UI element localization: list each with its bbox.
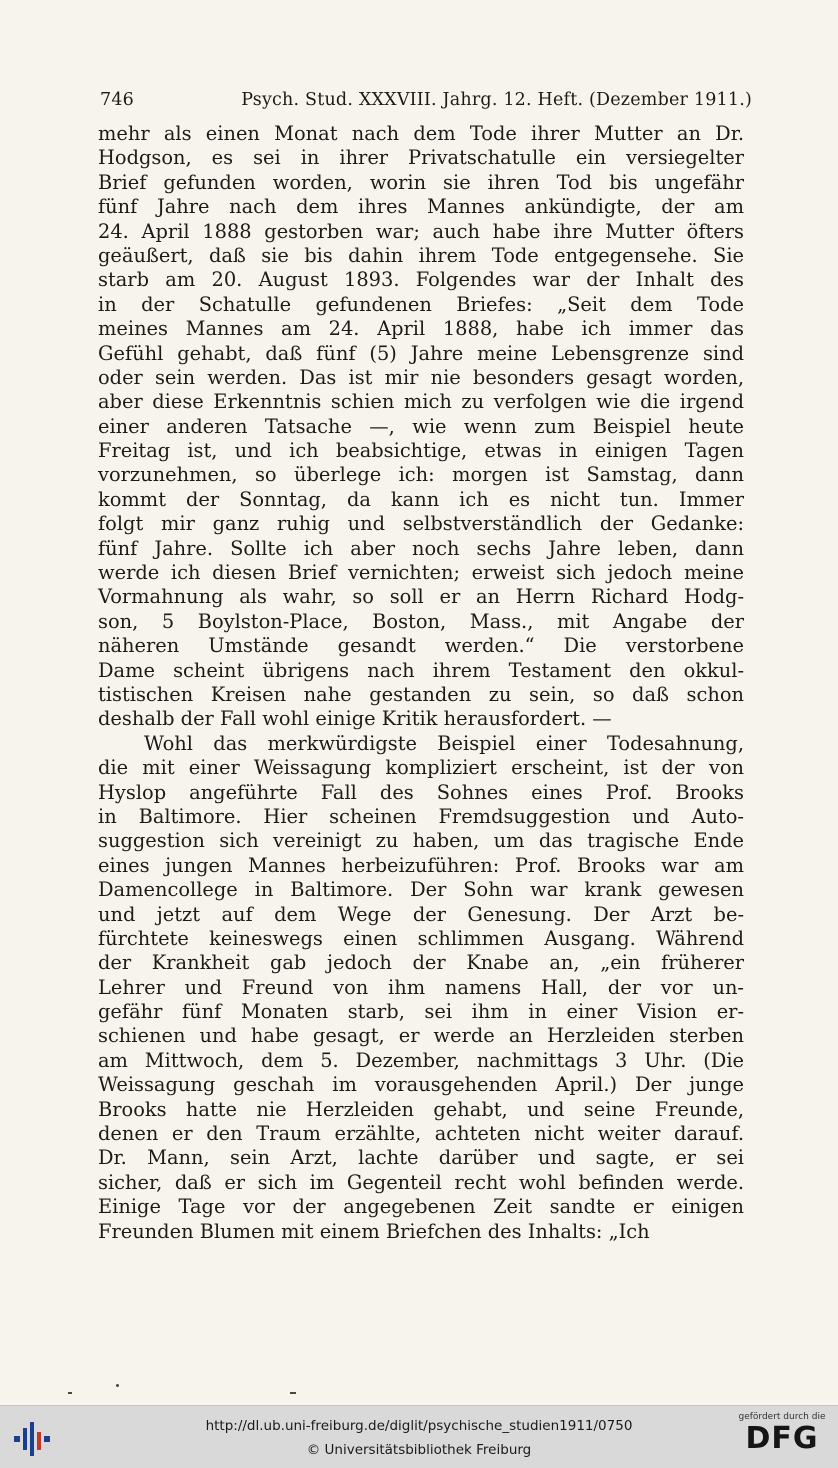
text-line: fürchtete keineswegs einen schlimmen Ausgang. Während	[98, 926, 744, 950]
text-line: 24. April 1888 gestorben war; auch habe ihre Mutter öfters	[98, 219, 744, 243]
text-line: die mit einer Weissagung kompliziert erscheint, ist der von	[98, 756, 744, 780]
scan-marks	[0, 1375, 838, 1405]
text-line: tistischen Kreisen nahe gestanden zu sein, so daß schon	[98, 682, 744, 706]
text-line: geäußert, daß sie bis dahin ihrem Tode entgegensehe. Sie	[98, 243, 744, 267]
page-number: 746	[100, 90, 135, 110]
text-line: oder sein werden. Das ist mir nie besonders gesagt worden,	[98, 365, 744, 389]
text-line: denen er den Traum erzählte, achteten nicht weiter darauf.	[98, 1122, 744, 1146]
text-line: näheren Umstände gesandt werden.“ Die verstorbene	[98, 634, 744, 658]
text-line: schienen und habe gesagt, er werde an Herzleiden sterben	[98, 1024, 744, 1048]
text-line: fünf Jahre nach dem ihres Mannes ankündigte, der am	[98, 195, 744, 219]
text-line: fünf Jahre. Sollte ich aber noch sechs Jahre leben, dann	[98, 536, 744, 560]
footer-copyright: © Universitätsbibliothek Freiburg	[306, 1442, 532, 1458]
text-line: in Baltimore. Hier scheinen Fremdsuggestion und Auto-	[98, 804, 744, 828]
text-line: Brooks hatte nie Herzleiden gehabt, und seine Freunde,	[98, 1097, 744, 1121]
text-line: werde ich diesen Brief vernichten; erweist sich jedoch meine	[98, 561, 744, 585]
footer-bar	[0, 1405, 838, 1468]
text-line: mehr als einen Monat nach dem Tode ihrer Mutter an Dr.	[98, 122, 744, 145]
text-line: vorzunehmen, so überlege ich: morgen ist Samstag, dann	[98, 463, 744, 487]
text-line: Gefühl gehabt, daß fünf (5) Jahre meine Lebensgrenze sind	[98, 341, 744, 365]
text-line: und jetzt auf dem Wege der Genesung. Der Arzt be-	[98, 902, 744, 926]
text-line: kommt der Sonntag, da kann ich es nicht tun. Immer	[98, 487, 744, 511]
text-line: Hyslop angeführte Fall des Sohnes eines Prof. Brooks	[98, 780, 744, 804]
footer-url-link[interactable]: http://dl.ub.uni-freiburg.de/diglit/psychische_studien1911/0750	[205, 1418, 633, 1434]
text-line: Lehrer und Freund von ihm namens Hall, der vor un-	[98, 975, 744, 999]
text-line: Einige Tage vor der angegebenen Zeit sandte er einigen	[98, 1195, 744, 1219]
body-text	[98, 122, 744, 1244]
text-line: Damencollege in Baltimore. Der Sohn war krank gewesen	[98, 878, 744, 902]
text-line: Dr. Mann, sein Arzt, lachte darüber und sagte, er sei	[98, 1146, 744, 1170]
text-line: Freitag ist, und ich beabsichtige, etwas in einigen Tagen	[98, 439, 744, 463]
text-line: Freunden Blumen mit einem Briefchen des Inhalts: „Ich	[98, 1219, 650, 1243]
text-line: am Mittwoch, dem 5. Dezember, nachmittags 3 Uhr. (Die	[98, 1048, 744, 1072]
text-line: starb am 20. August 1893. Folgendes war der Inhalt des	[98, 268, 744, 292]
text-line: deshalb der Fall wohl einige Kritik herausfordert. —	[98, 707, 612, 731]
running-header	[100, 90, 752, 110]
text-line: der Krankheit gab jedoch der Knabe an, „ein früherer	[98, 951, 744, 975]
dfg-caption: gefördert durch die	[738, 1412, 826, 1422]
dfg-wordmark: DFG	[745, 1421, 819, 1456]
running-title: Psych. Stud. XXXVIII. Jahrg. 12. Heft. (Dezember 1911.)	[241, 90, 752, 110]
text-line: meines Mannes am 24. April 1888, habe ich immer das	[98, 317, 744, 341]
text-line: sicher, daß er sich im Gegenteil recht wohl befinden werde.	[98, 1170, 744, 1194]
text-line: gefähr fünf Monaten starb, sei ihm in einer Vision er-	[98, 1000, 744, 1024]
text-line: Wohl das merkwürdigste Beispiel einer Todesahnung,	[144, 731, 744, 755]
text-line: Brief gefunden worden, worin sie ihren Tod bis ungefähr	[98, 170, 744, 194]
text-line: einer anderen Tatsache —, wie wenn zum Beispiel heute	[98, 414, 744, 438]
text-line: Dame scheint übrigens nach ihrem Testament den okkul-	[98, 658, 744, 682]
text-line: eines jungen Mannes herbeizuführen: Prof. Brooks war am	[98, 853, 744, 877]
text-line: Vormahnung als wahr, so soll er an Herrn Richard Hodg-	[98, 585, 744, 609]
text-line: Weissagung geschah im vorausgehenden April.) Der junge	[98, 1073, 744, 1097]
text-line: son, 5 Boylston-Place, Boston, Mass., mit Angabe der	[98, 609, 744, 633]
text-line: suggestion sich vereinigt zu haben, um das tragische Ende	[98, 829, 744, 853]
dfg-logo-icon	[736, 1412, 828, 1464]
text-line: Hodgson, es sei in ihrer Privatschatulle ein versiegelter	[98, 146, 744, 170]
text-line: in der Schatulle gefundenen Briefes: „Seit dem Tode	[98, 292, 744, 316]
text-line: folgt mir ganz ruhig und selbstverständlich der Gedanke:	[98, 512, 744, 536]
text-line: aber diese Erkenntnis schien mich zu verfolgen wie die irgend	[98, 390, 744, 414]
